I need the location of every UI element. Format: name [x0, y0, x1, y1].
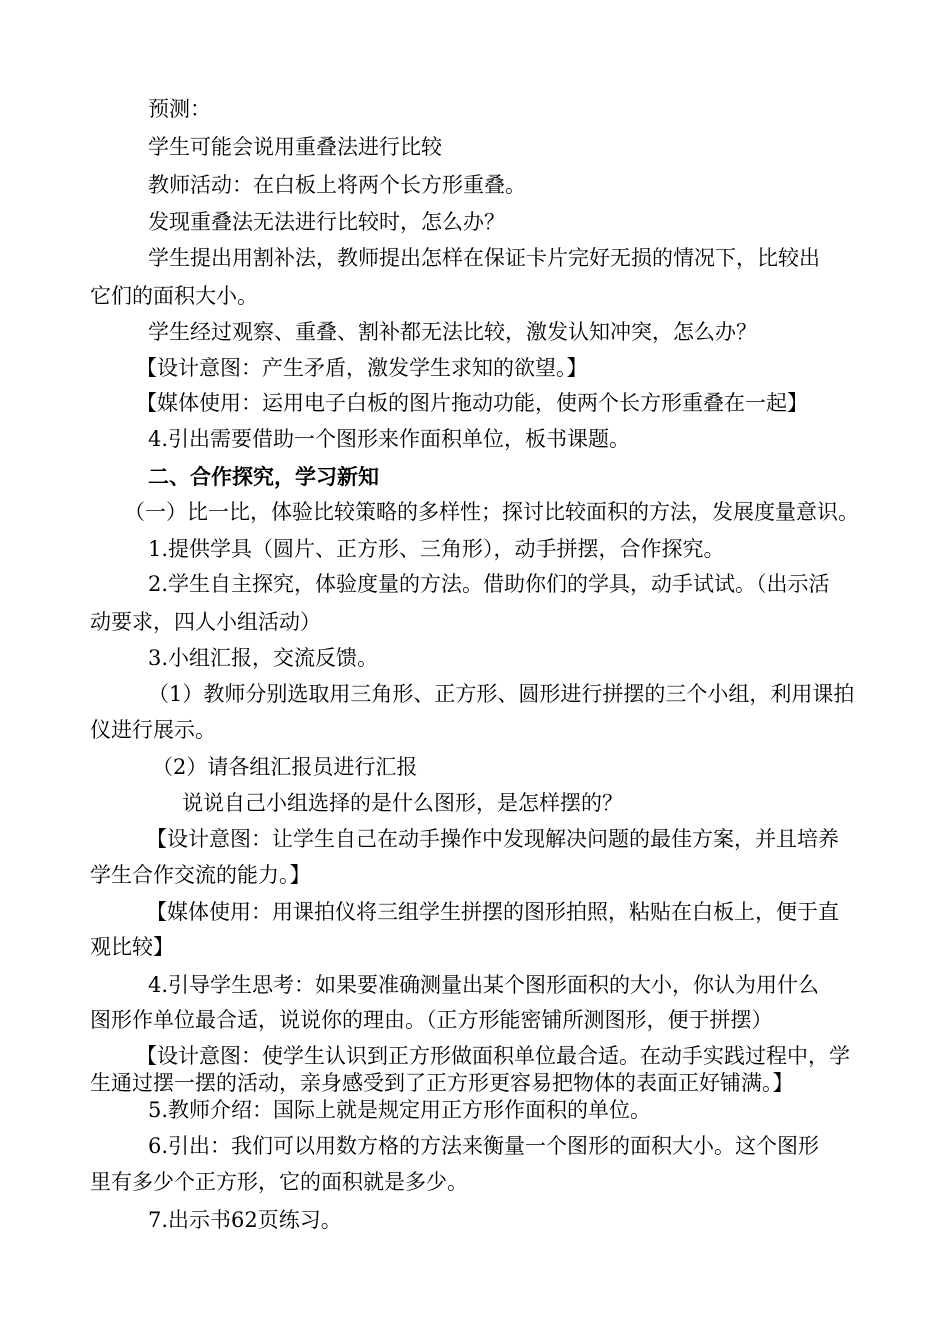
text-line: 3.小组汇报，交流反馈。: [148, 646, 379, 670]
media-use-note: 观比较】: [90, 935, 174, 959]
text-line: （一）比一比，体验比较策略的多样性；探讨比较面积的方法，发展度量意识。: [124, 500, 859, 524]
text-line: 它们的面积大小。: [90, 284, 258, 308]
text-line: 学生提出用割补法，教师提出怎样在保证卡片完好无损的情况下，比较出: [148, 246, 820, 270]
text-line: 动要求，四人小组活动）: [90, 610, 321, 634]
text-line: 教师活动：在白板上将两个长方形重叠。: [148, 173, 526, 197]
text-line: 发现重叠法无法进行比较时，怎么办？: [148, 210, 505, 234]
text-line: 学生经过观察、重叠、割补都无法比较，激发认知冲突，怎么办？: [148, 320, 757, 344]
text-line: 5.教师介绍：国际上就是规定用正方形作面积的单位。: [148, 1098, 652, 1122]
design-intent-note: 学生合作交流的能力。】: [90, 863, 311, 887]
design-intent-note: 生通过摆一摆的活动，亲身感受到了正方形更容易把物体的表面正好铺满。】: [90, 1071, 794, 1095]
text-line: 里有多少个正方形，它的面积就是多少。: [90, 1170, 468, 1194]
section-heading: 二、合作探究，学习新知: [148, 464, 379, 489]
text-line: 1.提供学具（圆片、正方形、三角形），动手拼摆，合作探究。: [148, 537, 725, 561]
text-line: 4.引出需要借助一个图形来作面积单位，板书课题。: [148, 427, 631, 451]
media-use-note: 【媒体使用：运用电子白板的图片拖动功能，使两个长方形重叠在一起】: [136, 391, 808, 415]
design-intent-note: 【设计意图：让学生自己在动手操作中发现解决问题的最佳方案，并且培养: [146, 827, 839, 851]
text-line: 图形作单位最合适，说说你的理由。（正方形能密铺所测图形，便于拼摆）: [90, 1008, 773, 1032]
text-line: （2）请各组汇报员进行汇报: [152, 755, 418, 779]
text-line: 2.学生自主探究，体验度量的方法。借助你们的学具，动手试试。（出示活: [148, 572, 830, 596]
text-line: 说说自己小组选择的是什么图形，是怎样摆的？: [182, 791, 623, 815]
text-line: （1）教师分别选取用三角形、正方形、圆形进行拼摆的三个小组，利用课拍: [148, 682, 855, 706]
text-line: 仪进行展示。: [90, 718, 216, 742]
media-use-note: 【媒体使用：用课拍仪将三组学生拼摆的图形拍照，粘贴在白板上，便于直: [146, 900, 839, 924]
text-line: 7.出示书62页练习。: [148, 1208, 342, 1232]
text-line: 4.引导学生思考：如果要准确测量出某个图形面积的大小，你认为用什么: [148, 973, 820, 997]
text-line: 预测：: [148, 97, 211, 121]
text-line: 学生可能会说用重叠法进行比较: [148, 135, 442, 159]
text-line: 6.引出：我们可以用数方格的方法来衡量一个图形的面积大小。这个图形: [148, 1134, 820, 1158]
design-intent-note: 【设计意图：产生矛盾，激发学生求知的欲望。】: [136, 356, 588, 380]
design-intent-note: 【设计意图：使学生认识到正方形做面积单位最合适。在动手实践过程中，学: [136, 1044, 850, 1068]
